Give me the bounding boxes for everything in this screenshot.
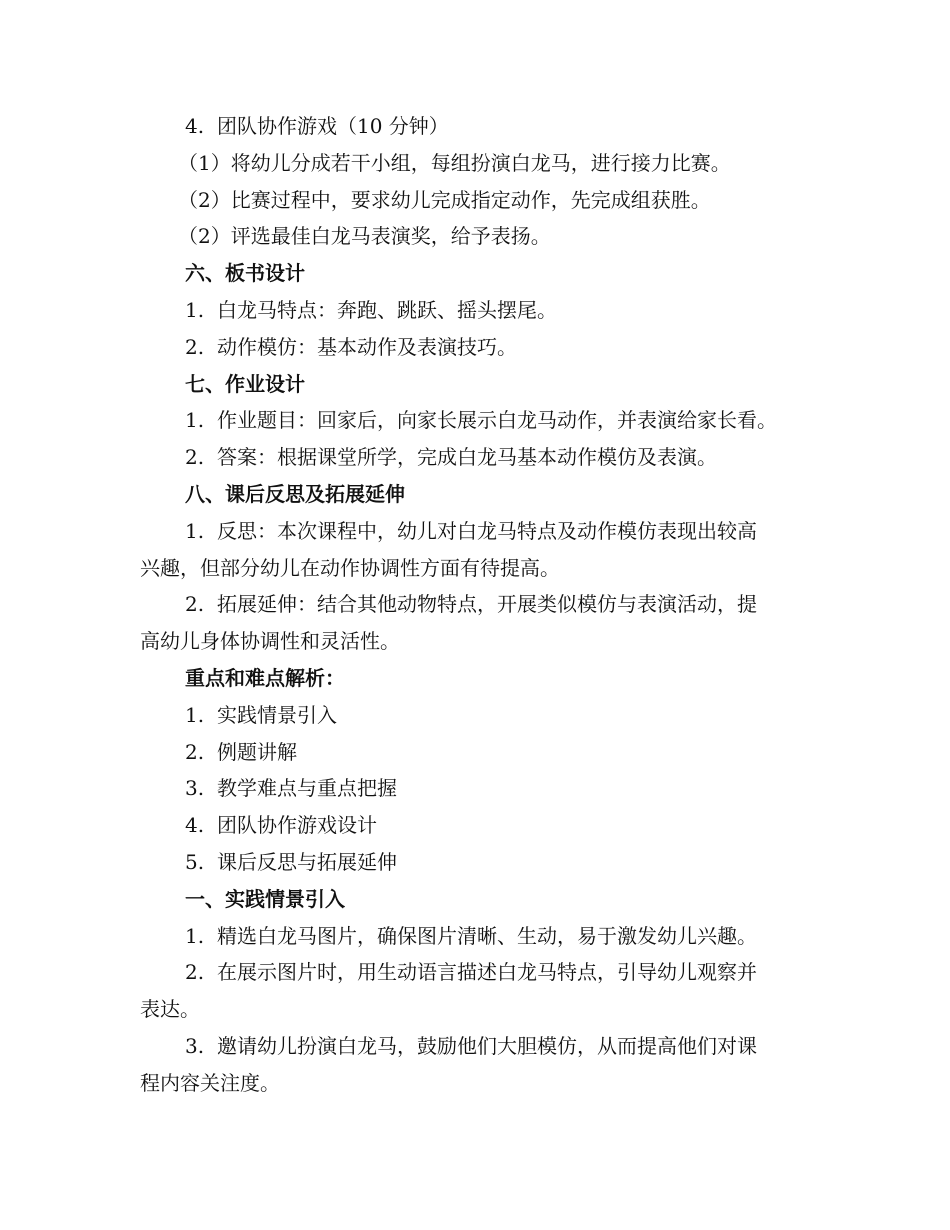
list-item-number: 5.	[185, 849, 205, 874]
list-item-text: 拓展延伸：结合其他动物特点，开展类似模仿与表演活动，提	[217, 592, 757, 617]
list-item-text: 例题讲解	[217, 739, 297, 764]
list-item-text: 反思：本次课程中，幼儿对白龙马特点及动作模仿表现出较高	[217, 518, 757, 543]
section-heading: 六、板书设计	[185, 261, 305, 286]
section-heading: 一、实践情景引入	[185, 886, 345, 911]
list-item-text: 实践情景引入	[217, 702, 337, 727]
document-page	[0, 108, 950, 1102]
list-item-number: 2.	[185, 445, 205, 470]
list-item-text: 答案：根据课堂所学，完成白龙马基本动作模仿及表演。	[217, 445, 717, 470]
list-item-number: 2.	[185, 592, 205, 617]
section-heading: 重点和难点解析：	[185, 665, 345, 690]
list-item-number: 4.	[185, 813, 205, 838]
sub-item: （1）将幼儿分成若干小组，每组扮演白龙马，进行接力比赛。	[178, 150, 731, 175]
list-item-number: 2.	[185, 960, 205, 985]
list-item-number: 1.	[185, 702, 205, 727]
list-item	[0, 329, 950, 366]
list-item-text: 作业题目：回家后，向家长展示白龙马动作，并表演给家长看。	[217, 408, 777, 433]
list-item-number: 1.	[185, 518, 205, 543]
list-item	[0, 844, 950, 881]
list-item-number: 2.	[185, 334, 205, 359]
list-item	[0, 402, 950, 439]
list-item	[0, 770, 950, 807]
list-item	[0, 1028, 950, 1065]
list-item	[0, 108, 950, 145]
sub-item: （2）评选最佳白龙马表演奖，给予表扬。	[178, 224, 551, 249]
list-item-number: 3.	[185, 776, 205, 801]
list-item	[0, 697, 950, 734]
paragraph-continuation: 高幼儿身体协调性和灵活性。	[140, 629, 400, 654]
paragraph-continuation: 兴趣，但部分幼儿在动作协调性方面有待提高。	[140, 555, 560, 580]
list-item	[0, 439, 950, 476]
paragraph-continuation: 程内容关注度。	[140, 1070, 280, 1095]
list-item-text: 教学难点与重点把握	[217, 776, 397, 801]
list-item-text: 团队协作游戏（10 分钟）	[217, 114, 449, 138]
list-item	[0, 918, 950, 955]
list-item-number: 1.	[185, 297, 205, 322]
list-item-number: 1.	[185, 408, 205, 433]
list-item-text: 精选白龙马图片，确保图片清晰、生动，易于激发幼儿兴趣。	[217, 923, 757, 948]
list-item-text: 在展示图片时，用生动语言描述白龙马特点，引导幼儿观察并	[217, 960, 757, 985]
list-item-number: 2.	[185, 739, 205, 764]
list-item	[0, 586, 950, 623]
list-item-number: 4.	[185, 114, 205, 138]
list-item	[0, 292, 950, 329]
list-item	[0, 734, 950, 771]
list-item-text: 课后反思与拓展延伸	[217, 849, 397, 874]
list-item	[0, 807, 950, 844]
list-item	[0, 954, 950, 991]
list-item-text: 团队协作游戏设计	[217, 813, 377, 838]
paragraph-continuation: 表达。	[140, 997, 200, 1022]
list-item-text: 动作模仿：基本动作及表演技巧。	[217, 334, 517, 359]
list-item-text: 白龙马特点：奔跑、跳跃、摇头摆尾。	[217, 297, 557, 322]
list-item-number: 1.	[185, 923, 205, 948]
list-item	[0, 513, 950, 550]
list-item-number: 3.	[185, 1033, 205, 1058]
section-heading: 七、作业设计	[185, 371, 305, 396]
list-item-text: 邀请幼儿扮演白龙马，鼓励他们大胆模仿，从而提高他们对课	[217, 1033, 757, 1058]
section-heading: 八、课后反思及拓展延伸	[185, 481, 405, 506]
sub-item: （2）比赛过程中，要求幼儿完成指定动作，先完成组获胜。	[178, 187, 711, 212]
